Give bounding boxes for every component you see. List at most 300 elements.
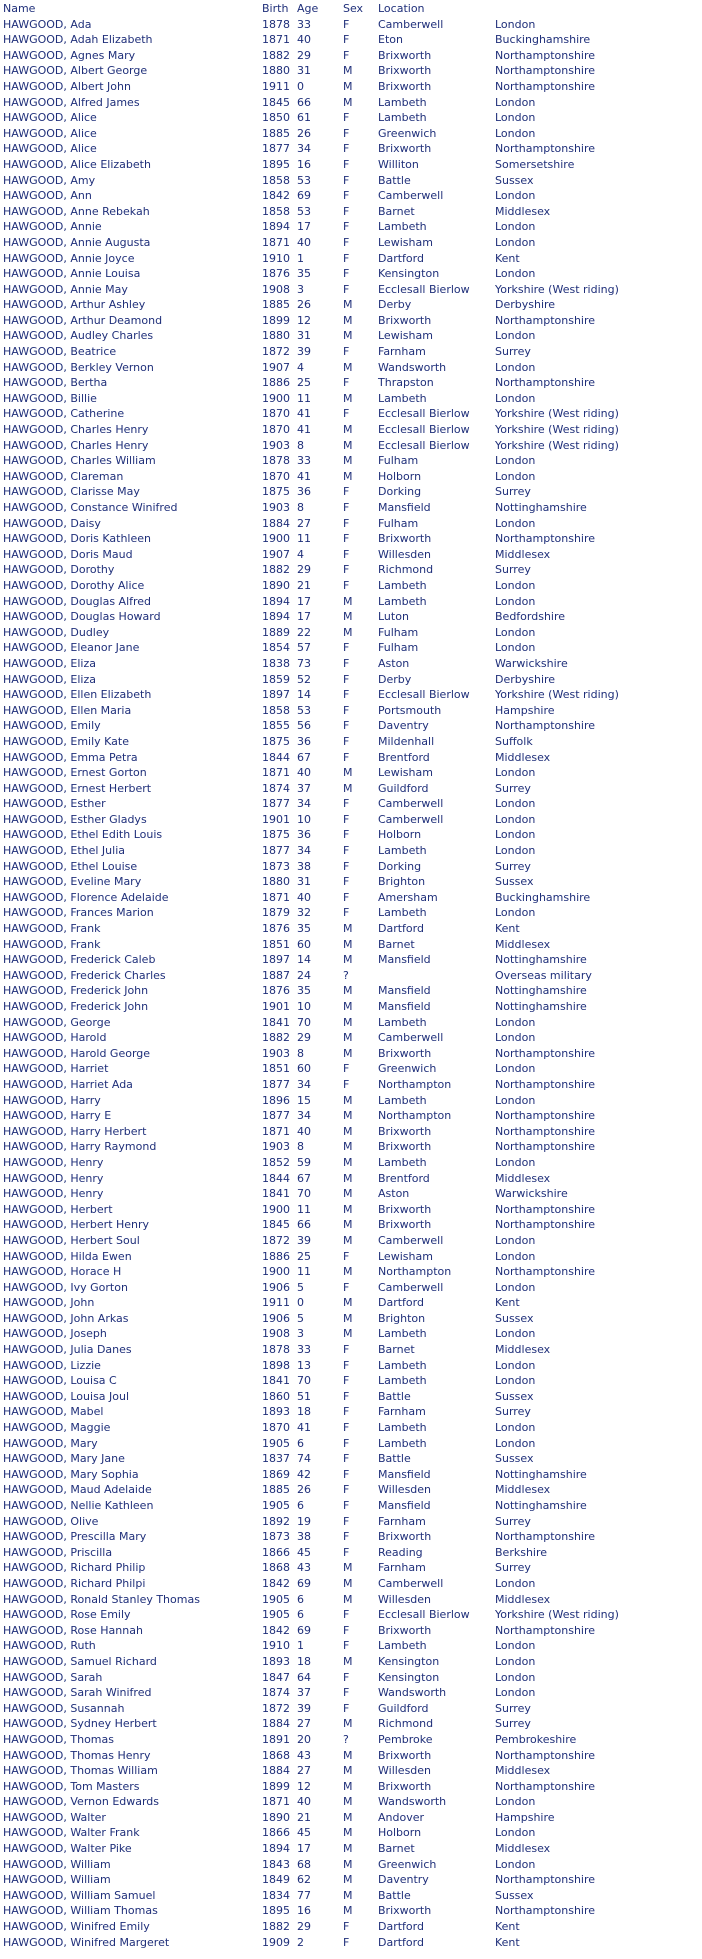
birth-cell: 1907 [262,360,290,374]
name-cell: HAWGOOD, Arthur Deamond [3,313,163,327]
place-cell: Lambeth [378,1421,427,1435]
sex-cell: F [343,1530,350,1544]
birth-cell: 1844 [262,1171,290,1185]
sex-cell: F [343,1249,350,1263]
birth-cell: 1882 [262,1031,290,1045]
place-cell: Brixworth [378,1046,432,1060]
sex-cell: M [343,329,353,343]
birth-cell: 1854 [262,641,290,655]
birth-cell: 1885 [262,126,290,140]
sex-cell: M [343,1561,353,1575]
birth-cell: 1899 [262,313,290,327]
place-cell: Mansfield [378,501,431,514]
place-cell: Battle [378,1888,411,1902]
place-cell: Aston [378,656,410,670]
place-cell: Fulham [378,454,419,468]
name-cell: HAWGOOD, Beatrice [3,345,117,359]
birth-cell: 1877 [262,142,290,156]
age-cell: 70 [297,1187,311,1201]
sex-cell: M [343,1046,353,1060]
age-cell: 61 [297,111,311,125]
table-row [3,1716,695,1732]
birth-cell: 1868 [262,1748,290,1762]
name-cell: HAWGOOD, Annie [3,220,102,234]
birth-cell: 1873 [262,859,290,873]
sex-cell: M [343,1576,353,1590]
birth-cell: 1871 [262,1124,290,1138]
birth-cell: 1874 [262,781,290,795]
birth-cell: 1894 [262,610,290,624]
age-cell: 10 [297,812,311,826]
place-cell: Kensington [378,267,440,281]
age-cell: 6 [297,1608,304,1622]
county-cell: London [495,1093,536,1107]
table-row [3,796,695,812]
county-cell: London [495,267,536,281]
age-cell: 16 [297,1904,311,1918]
place-cell: Eton [378,33,403,47]
age-cell: 56 [297,719,311,733]
place-cell: Willesden [378,1483,432,1497]
name-cell: HAWGOOD, Dudley [3,625,110,639]
place-cell: Luton [378,610,409,624]
name-cell: HAWGOOD, Horace H [3,1265,122,1279]
name-cell: HAWGOOD, Lizzie [3,1358,101,1372]
sex-cell: M [343,1904,353,1918]
name-cell: HAWGOOD, George [3,1015,111,1029]
age-cell: 8 [297,501,304,514]
county-cell: Northamptonshire [495,64,596,78]
county-cell: Hampshire [495,1810,555,1824]
age-cell: 34 [297,142,311,156]
place-cell: Camberwell [378,797,444,811]
birth-cell: 1903 [262,1140,290,1154]
table-row [3,734,695,750]
name-cell: HAWGOOD, Daisy [3,516,101,530]
age-cell: 41 [297,1421,311,1435]
sex-cell: F [343,734,350,748]
county-cell: Sussex [495,1389,534,1403]
birth-cell: 1837 [262,1452,290,1466]
place-cell: Kensington [378,1670,440,1684]
table-row [3,219,695,235]
sex-cell: F [343,1405,350,1419]
table-row [3,1903,695,1919]
table-row [3,344,695,360]
name-cell: HAWGOOD, Ellen Maria [3,703,132,717]
table-row [3,438,695,454]
county-cell: Middlesex [495,547,551,561]
county-cell: Sussex [495,1888,534,1902]
place-cell: Brighton [378,875,426,889]
county-cell: Northamptonshire [495,1046,596,1060]
age-cell: 39 [297,1233,311,1247]
county-cell: London [495,1795,536,1809]
place-cell: Guildford [378,781,429,795]
name-cell: HAWGOOD, Charles William [3,454,156,468]
county-cell: Middlesex [495,204,551,218]
table-row [3,1093,695,1109]
name-cell: HAWGOOD, Emily [3,719,101,733]
place-cell: Lambeth [378,1374,427,1388]
county-cell: London [495,17,536,31]
birth-cell: 1858 [262,173,290,187]
table-row [3,640,695,656]
place-cell: Fulham [378,641,419,655]
sex-cell: F [343,407,350,421]
birth-cell: 1885 [262,1483,290,1497]
age-cell: 67 [297,750,311,764]
table-row [3,1342,695,1358]
birth-cell: 1847 [262,1670,290,1684]
birth-cell: 1875 [262,828,290,842]
age-cell: 3 [297,1327,304,1341]
place-cell: Brixworth [378,532,432,546]
sex-cell: F [343,688,350,702]
table-row [3,282,695,298]
birth-cell: 1851 [262,1062,290,1076]
county-cell: Middlesex [495,937,551,951]
table-row [3,983,695,999]
table-row [3,1061,695,1077]
sex-cell: M [343,1015,353,1029]
sex-cell: M [343,1810,353,1824]
age-cell: 4 [297,547,304,561]
sex-cell: M [343,95,353,109]
place-cell: Greenwich [378,126,437,140]
place-cell: Farnham [378,1405,426,1419]
sex-cell: F [343,859,350,873]
table-row [3,1482,695,1498]
table-row [3,859,695,875]
age-cell: 11 [297,391,311,405]
table-row [3,1233,695,1249]
name-cell: HAWGOOD, Priscilla [3,1545,113,1559]
age-cell: 17 [297,594,311,608]
sex-cell: F [343,547,350,561]
birth-cell: 1838 [262,656,290,670]
age-cell: 32 [297,906,311,920]
place-cell: Lewisham [378,1249,433,1263]
place-cell: Barnet [378,1343,415,1357]
birth-cell: 1903 [262,501,290,514]
name-cell: HAWGOOD, Frederick John [3,984,149,998]
birth-cell: 1872 [262,1701,290,1715]
column-header-birth: Birth [262,2,289,15]
county-cell: London [495,1155,536,1169]
county-cell: Bedfordshire [495,610,566,624]
table-row [3,1420,695,1436]
birth-cell: 1871 [262,890,290,904]
name-cell: HAWGOOD, Samuel Richard [3,1654,157,1668]
sex-cell: M [343,1093,353,1107]
age-cell: 52 [297,672,311,686]
birth-cell: 1903 [262,1046,290,1060]
table-row [3,594,695,610]
name-cell: HAWGOOD, Arthur Ashley [3,298,146,312]
sex-cell: M [343,1654,353,1668]
county-cell: Sussex [495,173,534,187]
county-cell: London [495,469,536,483]
age-cell: 69 [297,1623,311,1637]
birth-cell: 1851 [262,937,290,951]
birth-cell: 1886 [262,376,290,390]
sex-cell: M [343,1779,353,1793]
age-cell: 31 [297,875,311,889]
birth-cell: 1894 [262,594,290,608]
place-cell: Lambeth [378,1436,427,1450]
name-cell: HAWGOOD, Julia Danes [3,1343,132,1357]
table-row [3,1358,695,1374]
sex-cell: F [343,1639,350,1653]
table-row [3,1623,695,1639]
table-row [3,765,695,781]
age-cell: 13 [297,1358,311,1372]
table-row [3,609,695,625]
sex-cell: M [343,1218,353,1232]
birth-cell: 1897 [262,953,290,967]
birth-cell: 1875 [262,485,290,499]
county-cell: London [495,1031,536,1045]
place-cell: Andover [378,1810,425,1824]
age-cell: 31 [297,64,311,78]
birth-cell: 1906 [262,1280,290,1294]
sex-cell: M [343,391,353,405]
birth-cell: 1866 [262,1826,290,1840]
name-cell: HAWGOOD, Eliza [3,672,96,686]
sex-cell: F [343,48,350,62]
name-cell: HAWGOOD, Mary [3,1436,98,1450]
place-cell: Thrapston [378,376,434,390]
county-cell: Yorkshire (West riding) [495,282,619,296]
birth-cell: 1905 [262,1592,290,1606]
age-cell: 26 [297,298,311,312]
name-cell: HAWGOOD, Douglas Howard [3,610,161,624]
age-cell: 11 [297,1202,311,1216]
birth-cell: 1849 [262,1873,290,1887]
name-cell: HAWGOOD, Thomas [3,1732,114,1746]
name-cell: HAWGOOD, Maud Adelaide [3,1483,152,1497]
birth-cell: 1908 [262,282,290,296]
table-row [3,17,695,33]
name-cell: HAWGOOD, Walter Frank [3,1826,140,1840]
name-cell: HAWGOOD, Sarah Winifred [3,1686,152,1700]
name-cell: HAWGOOD, Richard Philpi [3,1576,146,1590]
age-cell: 70 [297,1374,311,1388]
table-row [3,952,695,968]
sex-cell: M [343,1140,353,1154]
county-cell: Yorkshire (West riding) [495,407,619,421]
place-cell: Mansfield [378,1467,431,1481]
age-cell: 1 [297,251,304,265]
county-cell: Northamptonshire [495,1218,596,1232]
name-cell: HAWGOOD, Harriet Ada [3,1077,133,1091]
sex-cell: F [343,750,350,764]
birth-cell: 1880 [262,875,290,889]
sex-cell: M [343,313,353,327]
name-cell: HAWGOOD, Louisa C [3,1374,117,1388]
name-cell: HAWGOOD, Alice [3,111,97,125]
age-cell: 38 [297,1530,311,1544]
table-row [3,251,695,267]
sex-cell: F [343,1920,350,1934]
county-cell: Surrey [495,563,531,577]
birth-cell: 1893 [262,1405,290,1419]
birth-cell: 1877 [262,1077,290,1091]
name-cell: HAWGOOD, Berkley Vernon [3,360,154,374]
sex-cell: M [343,625,353,639]
county-cell: Suffolk [495,734,533,748]
name-cell: HAWGOOD, Richard Philip [3,1561,146,1575]
place-cell: Dorking [378,859,422,873]
table-row [3,1872,695,1888]
county-cell: Northamptonshire [495,1779,596,1793]
sex-cell: M [343,1717,353,1731]
sex-cell: M [343,1842,353,1856]
table-row [3,1311,695,1327]
name-cell: HAWGOOD, Sarah [3,1670,103,1684]
county-cell: Yorkshire (West riding) [495,423,619,437]
name-cell: HAWGOOD, Ethel Louise [3,859,138,873]
sex-cell: M [343,1000,353,1013]
name-cell: HAWGOOD, Henry [3,1171,104,1185]
name-cell: HAWGOOD, Ruth [3,1639,96,1653]
county-cell: London [495,578,536,592]
age-cell: 73 [297,656,311,670]
sex-cell: F [343,1701,350,1715]
birth-cell: 1844 [262,750,290,764]
age-cell: 15 [297,1093,311,1107]
place-cell: Battle [378,173,411,187]
name-cell: HAWGOOD, Maggie [3,1421,111,1435]
place-cell: Lambeth [378,391,427,405]
table-row [3,266,695,282]
place-cell: Brixworth [378,1202,432,1216]
county-cell: Surrey [495,485,531,499]
table-row [3,1638,695,1654]
name-cell: HAWGOOD, Frank [3,937,101,951]
county-cell: London [495,1015,536,1029]
sex-cell: F [343,1280,350,1294]
place-cell: Wandsworth [378,1795,447,1809]
table-row [3,1592,695,1608]
birth-cell: 1905 [262,1499,290,1512]
county-cell: London [495,1670,536,1684]
age-cell: 43 [297,1748,311,1762]
county-cell: London [495,516,536,530]
name-cell: HAWGOOD, Alice [3,126,97,140]
name-cell: HAWGOOD, Frank [3,922,101,936]
name-cell: HAWGOOD, William [3,1857,111,1871]
column-header-name: Name [3,2,36,15]
table-row [3,547,695,563]
place-cell: Barnet [378,937,415,951]
name-cell: HAWGOOD, Henry [3,1155,104,1169]
age-cell: 14 [297,688,311,702]
birth-cell: 1860 [262,1389,290,1403]
place-cell: Holborn [378,828,422,842]
age-cell: 66 [297,1218,311,1232]
table-row [3,32,695,48]
birth-cell: 1876 [262,984,290,998]
place-cell: Lambeth [378,111,427,125]
birth-cell: 1871 [262,33,290,47]
birth-cell: 1842 [262,189,290,203]
name-cell: HAWGOOD, Constance Winifred [3,501,178,514]
age-cell: 33 [297,454,311,468]
county-cell: Nottinghamshire [495,1467,587,1481]
sex-cell: M [343,1265,353,1279]
name-cell: HAWGOOD, Herbert Henry [3,1218,150,1232]
place-cell: Lambeth [378,1015,427,1029]
age-cell: 57 [297,641,311,655]
age-cell: 26 [297,126,311,140]
place-cell: Camberwell [378,1233,444,1247]
sex-cell: F [343,578,350,592]
name-cell: HAWGOOD, Dorothy [3,563,115,577]
name-cell: HAWGOOD, Eveline Mary [3,875,142,889]
table-row [3,422,695,438]
county-cell: London [495,95,536,109]
sex-cell: M [343,438,353,452]
county-cell: Warwickshire [495,1187,568,1201]
name-cell: HAWGOOD, Louisa Joul [3,1389,130,1403]
table-row [3,1295,695,1311]
table-row [3,141,695,157]
place-cell: Dartford [378,251,424,265]
name-cell: HAWGOOD, Ellen Elizabeth [3,688,152,702]
age-cell: 69 [297,189,311,203]
county-cell: Nottinghamshire [495,984,587,998]
sex-cell: F [343,532,350,546]
age-cell: 74 [297,1452,311,1466]
sex-cell: M [343,937,353,951]
birth-cell: 1873 [262,1530,290,1544]
age-cell: 31 [297,329,311,343]
sex-cell: F [343,563,350,577]
age-cell: 37 [297,1686,311,1700]
birth-cell: 1901 [262,1000,290,1013]
place-cell: Greenwich [378,1062,437,1076]
county-cell: Northamptonshire [495,1530,596,1544]
age-cell: 60 [297,937,311,951]
table-row [3,453,695,469]
table-row [3,1748,695,1764]
place-cell: Lambeth [378,1093,427,1107]
table-row [3,812,695,828]
place-cell: Battle [378,1389,411,1403]
name-cell: HAWGOOD, Billie [3,391,97,405]
county-cell: London [495,1358,536,1372]
table-row [3,1857,695,1873]
sex-cell: M [343,1031,353,1045]
county-cell: Northamptonshire [495,142,596,156]
sex-cell: F [343,1670,350,1684]
birth-cell: 1896 [262,1093,290,1107]
table-row [3,375,695,391]
name-cell: HAWGOOD, Prescilla Mary [3,1530,147,1544]
age-cell: 53 [297,703,311,717]
county-cell: Sussex [495,875,534,889]
place-cell: Brighton [378,1311,426,1325]
table-row [3,1217,695,1233]
sex-cell: M [343,1748,353,1762]
sex-cell: F [343,235,350,249]
county-cell: Nottinghamshire [495,953,587,967]
age-cell: 51 [297,1389,311,1403]
table-row [3,1077,695,1093]
table-row [3,1810,695,1826]
